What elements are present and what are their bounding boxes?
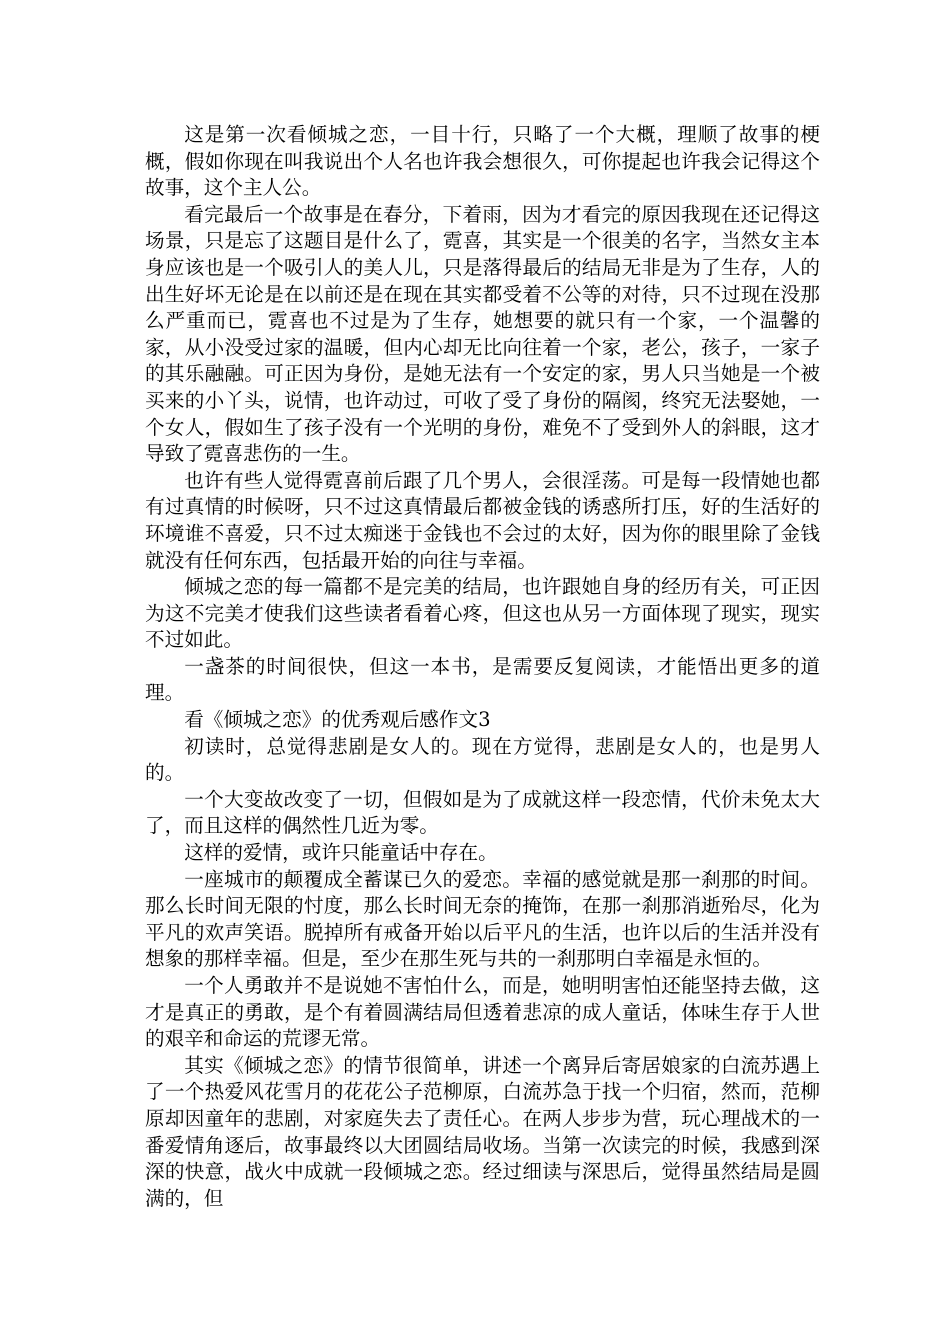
paragraph: 也许有些人觉得霓喜前后跟了几个男人，会很淫荡。可是每一段情她也都有过真情的时候呀，只不过这真情最后都被金钱的诱惑所打压，好的生活好的环境谁不喜爱，只不过太痴迷于金钱也不会过的太好，因为你的眼里除了金钱就没有任何东西，包括最开始的向往与幸福。 <box>145 468 820 572</box>
paragraph: 倾城之恋的每一篇都不是完美的结局，也许跟她自身的经历有关，可正因为这不完美才使我们这些读者看着心疼，但这也从另一方面体现了现实，现实不过如此。 <box>145 575 820 652</box>
paragraph: 这样的爱情，或许只能童话中存在。 <box>184 841 498 865</box>
paragraph: 一个大变故改变了一切，但假如是为了成就这样一段恋情，代价未免太大了，而且这样的偶然性几近为零。 <box>145 787 820 838</box>
paragraph: 其实《倾城之恋》的情节很简单，讲述一个离异后寄居娘家的白流苏遇上了一个热爱风花雪月的花花公子范柳原，白流苏急于找一个归宿，然而，范柳原却因童年的悲剧，对家庭失去了责任心。在两人步步为营，玩心理战术的一番爱情角逐后，故事最终以大团圆结局收场。当第一次读完的时候，我感到深深的快意，战火中成就一段倾城之恋。经过细读与深思后，觉得虽然结局是圆满的，但 <box>145 1053 820 1210</box>
paragraph: 一个人勇敢并不是说她不害怕什么，而是，她明明害怕还能坚持去做，这才是真正的勇敢，是个有着圆满结局但透着悲凉的成人童话，体味生存于人世的艰辛和命运的荒谬无常。 <box>145 974 820 1051</box>
paragraph: 初读时，总觉得悲剧是女人的。现在方觉得，悲剧是女人的，也是男人的。 <box>145 734 820 785</box>
section-heading: 看《倾城之恋》的优秀观后感作文3 <box>184 708 491 732</box>
paragraph: 一盏茶的时间很快，但这一本书，是需要反复阅读，才能悟出更多的道理。 <box>145 654 820 705</box>
paragraph: 一座城市的颠覆成全蓄谋已久的爱恋。幸福的感觉就是那一刹那的时间。那么长时间无限的忖度，那么长时间无奈的掩饰，在那一刹那消逝殆尽，化为平凡的欢声笑语。脱掉所有戒备开始以后平凡的生活，也许以后的生活并没有想象的那样幸福。但是，至少在那生死与共的一刹那明白幸福是永恒的。 <box>145 867 820 971</box>
document-page <box>145 122 820 1212</box>
paragraph: 看完最后一个故事是在春分，下着雨，因为才看完的原因我现在还记得这场景，只是忘了这题目是什么了，霓喜，其实是一个很美的名字，当然女主本身应该也是一个吸引人的美人儿，只是落得最后的结局无非是为了生存，人的出生好坏无论是在以前还是在现在其实都受着不公等的对待，只不过现在没那么严重而已，霓喜也不过是为了生存，她想要的就只有一个家，一个温馨的家，从小没受过家的温暖，但内心却无比向往着一个家，老公，孩子，一家子的其乐融融。可正因为身份，是她无法有一个安定的家，男人只当她是一个被买来的小丫头，说情，也许动过，可收了受了身份的隔阂，终究无法娶她，一个女人，假如生了孩子没有一个光明的身份，难免不了受到外人的斜眼，这才导致了霓喜悲伤的一生。 <box>145 202 820 466</box>
paragraph: 这是第一次看倾城之恋，一目十行，只略了一个大概，理顺了故事的梗概，假如你现在叫我说出个人名也许我会想很久，可你提起也许我会记得这个故事，这个主人公。 <box>145 123 820 200</box>
